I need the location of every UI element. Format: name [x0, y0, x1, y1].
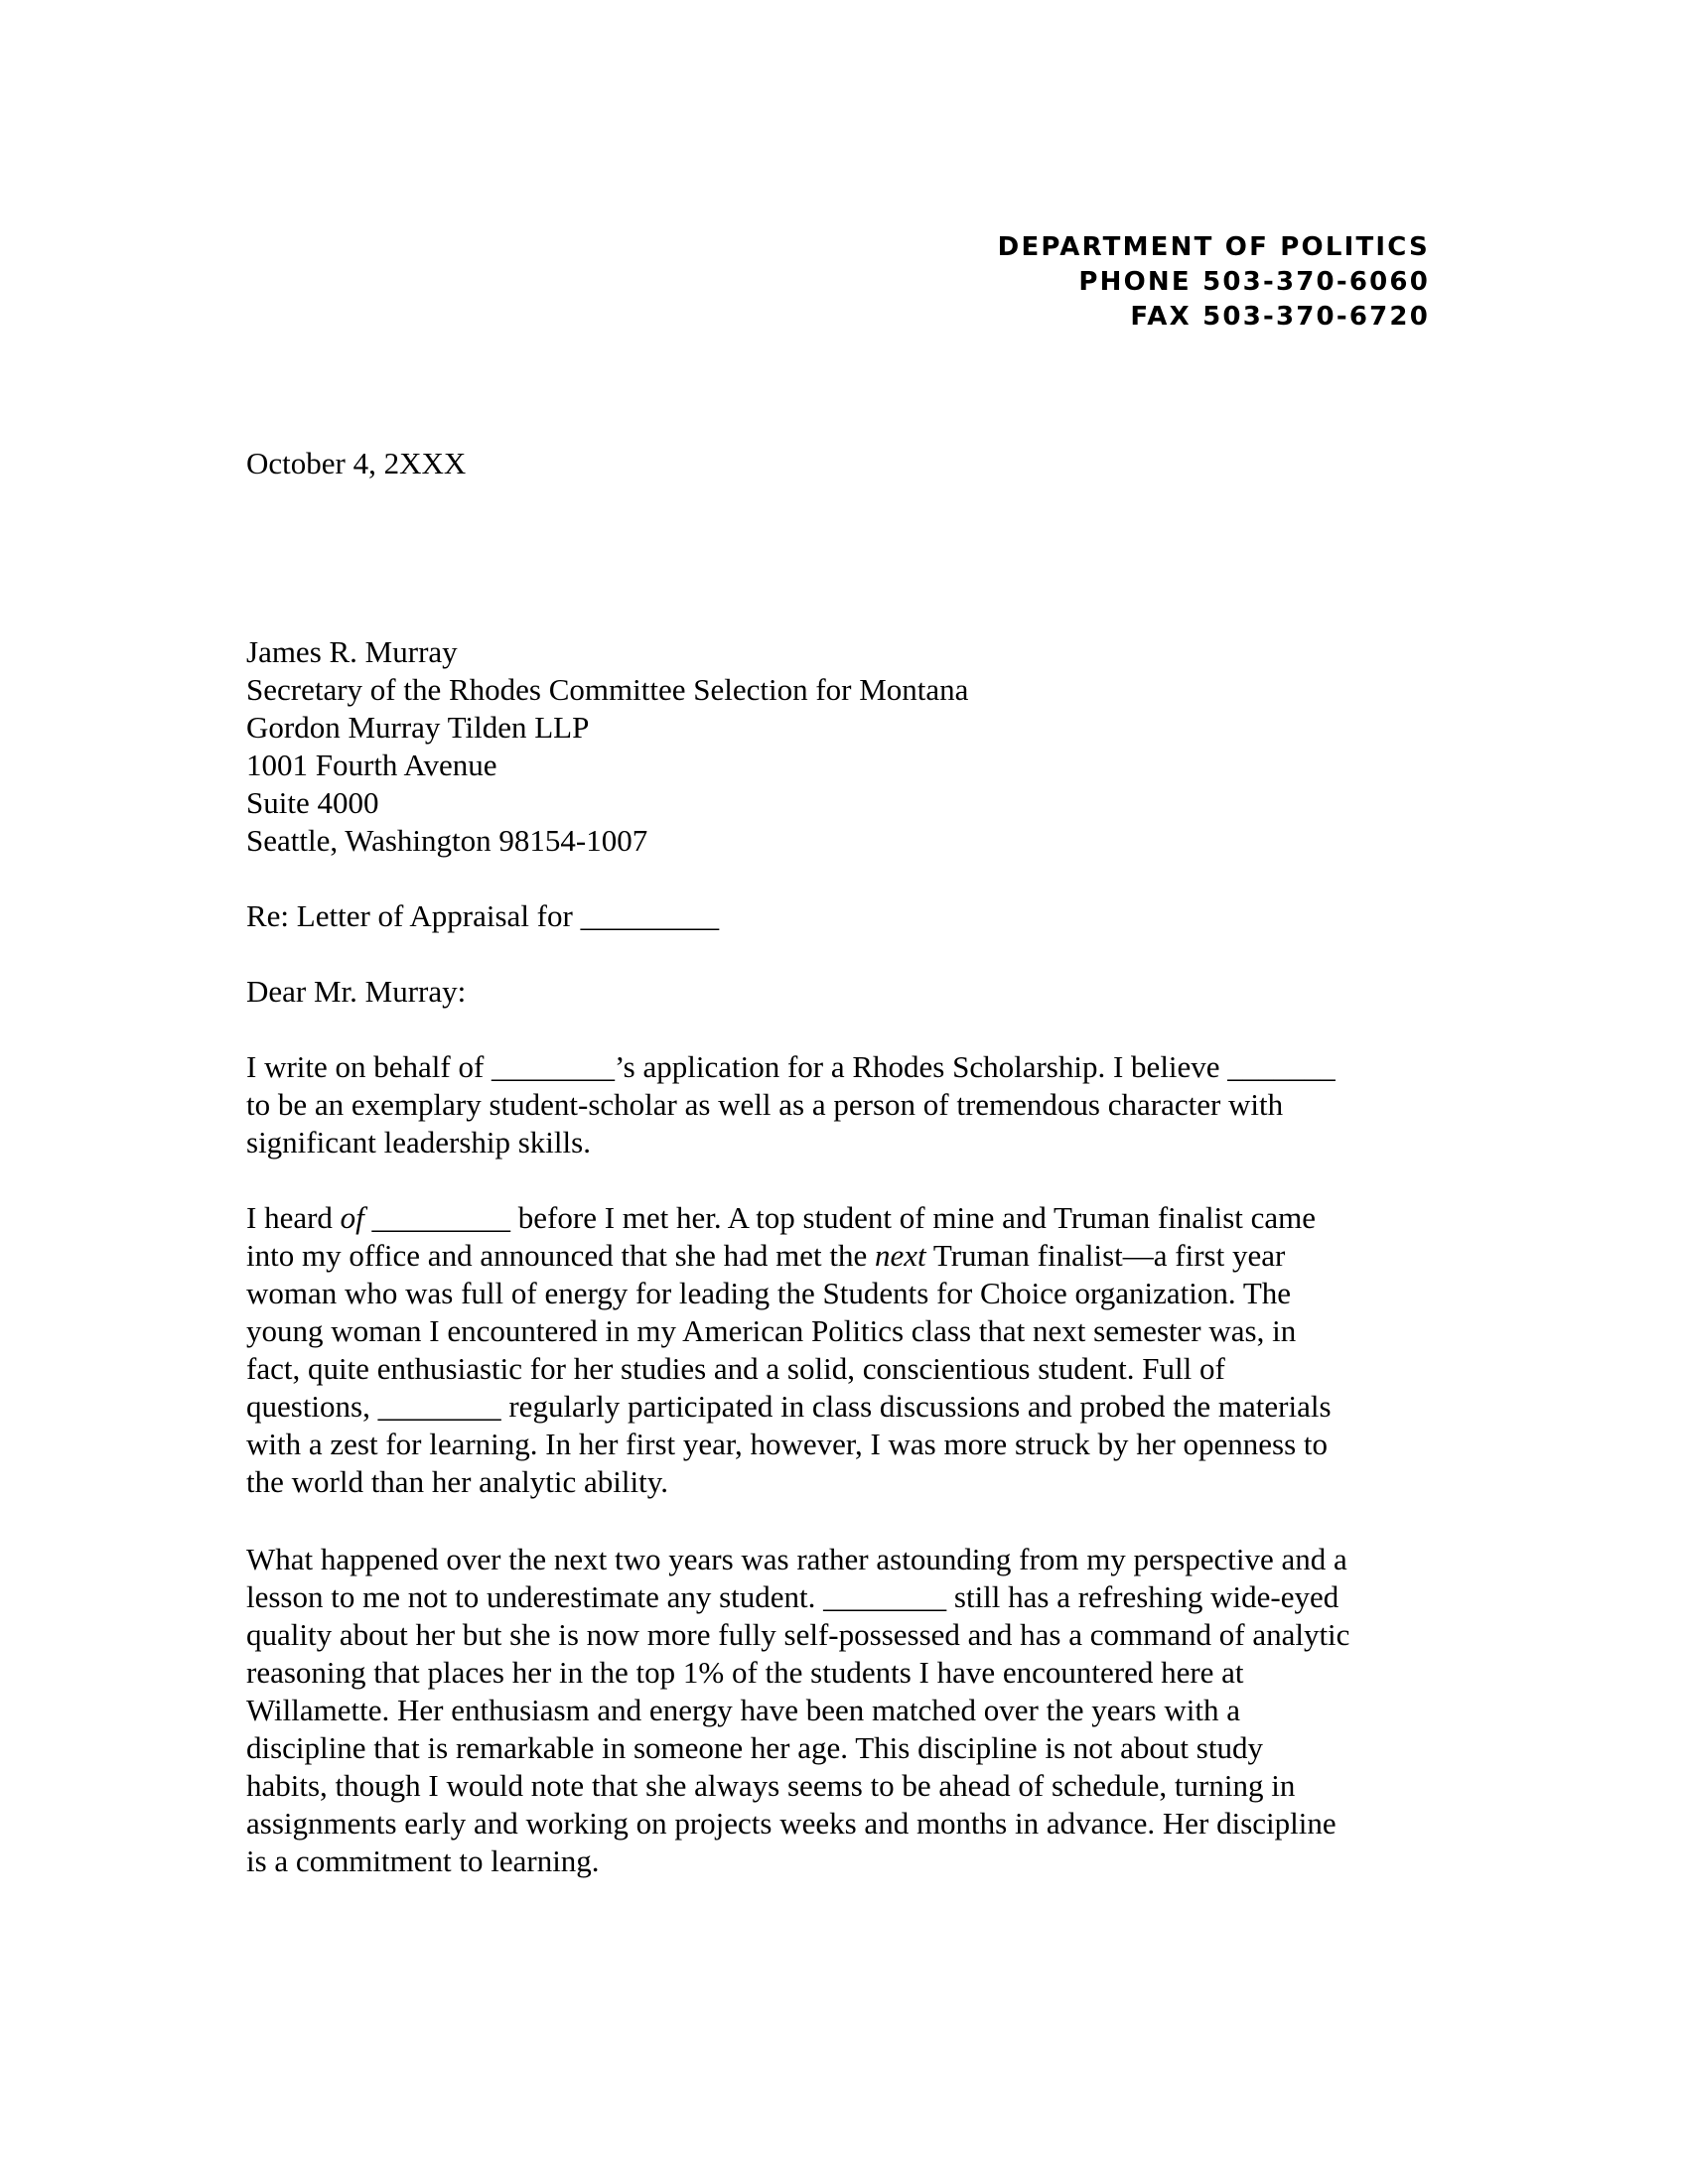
- paragraph-line: to be an exemplary student-scholar as well as a person of tremendous character with: [246, 1087, 1284, 1122]
- paragraph-line: with a zest for learning. In her first year, however, I was more struck by her openness to: [246, 1427, 1329, 1461]
- paragraph-line: significant leadership skills.: [246, 1125, 591, 1160]
- italic-text: next: [875, 1238, 926, 1273]
- text-run: into my office and announced that she had met the: [246, 1238, 876, 1273]
- paragraph-line: [246, 1199, 1448, 1237]
- paragraph-line: I write on behalf of ________’s application for a Rhodes Scholarship. I believe _______: [246, 1049, 1336, 1084]
- recipient-city: Seattle, Washington 98154-1007: [246, 823, 648, 858]
- paragraph-line: reasoning that places her in the top 1% of the students I have encountered here at: [246, 1655, 1244, 1690]
- recipient-address: [246, 633, 1448, 860]
- recipient-name: James R. Murray: [246, 634, 458, 669]
- paragraph-line: habits, though I would note that she always seems to be ahead of schedule, turning in: [246, 1768, 1296, 1803]
- paragraph-2: [246, 1199, 1448, 1501]
- paragraph-1: [246, 1048, 1448, 1161]
- paragraph-line: [246, 1237, 1448, 1275]
- letter-date: October 4, 2XXX: [246, 446, 467, 480]
- paragraph-line: woman who was full of energy for leading the Students for Choice organization. The: [246, 1276, 1292, 1310]
- recipient-firm: Gordon Murray Tilden LLP: [246, 710, 590, 745]
- paragraph-line: lesson to me not to underestimate any student. ________ still has a refreshing wide-eyed: [246, 1579, 1339, 1614]
- paragraph-line: Willamette. Her enthusiasm and energy have been matched over the years with a: [246, 1693, 1240, 1727]
- paragraph-line: What happened over the next two years was rather astounding from my perspective and a: [246, 1542, 1347, 1576]
- letterhead: [998, 230, 1430, 335]
- italic-text: of: [340, 1200, 364, 1235]
- paragraph-line: the world than her analytic ability.: [246, 1464, 668, 1499]
- paragraph-line: is a commitment to learning.: [246, 1843, 600, 1878]
- salutation: Dear Mr. Murray:: [246, 974, 467, 1009]
- recipient-suite: Suite 4000: [246, 785, 379, 820]
- recipient-street: 1001 Fourth Avenue: [246, 748, 497, 782]
- paragraph-3: [246, 1541, 1448, 1880]
- paragraph-line: discipline that is remarkable in someone her age. This discipline is not about study: [246, 1730, 1263, 1765]
- department-name: DEPARTMENT OF POLITICS: [997, 232, 1430, 262]
- text-run: I heard: [246, 1200, 341, 1235]
- paragraph-line: fact, quite enthusiastic for her studies and a solid, conscientious student. Full of: [246, 1351, 1225, 1386]
- department-fax: FAX 503-370-6720: [1130, 302, 1430, 332]
- text-run: Truman finalist—a first year: [925, 1238, 1286, 1273]
- paragraph-line: young woman I encountered in my American Politics class that next semester was, in: [246, 1313, 1297, 1348]
- text-run: _________ before I met her. A top student of mine and Truman finalist came: [363, 1200, 1317, 1235]
- recipient-title: Secretary of the Rhodes Committee Selection for Montana: [246, 672, 969, 707]
- re-line: Re: Letter of Appraisal for _________: [246, 898, 720, 933]
- paragraph-line: assignments early and working on projects weeks and months in advance. Her discipline: [246, 1806, 1336, 1841]
- department-phone: PHONE 503-370-6060: [1078, 267, 1430, 297]
- paragraph-line: questions, ________ regularly participated in class discussions and probed the materials: [246, 1389, 1332, 1424]
- paragraph-line: quality about her but she is now more fully self-possessed and has a command of analytic: [246, 1617, 1350, 1652]
